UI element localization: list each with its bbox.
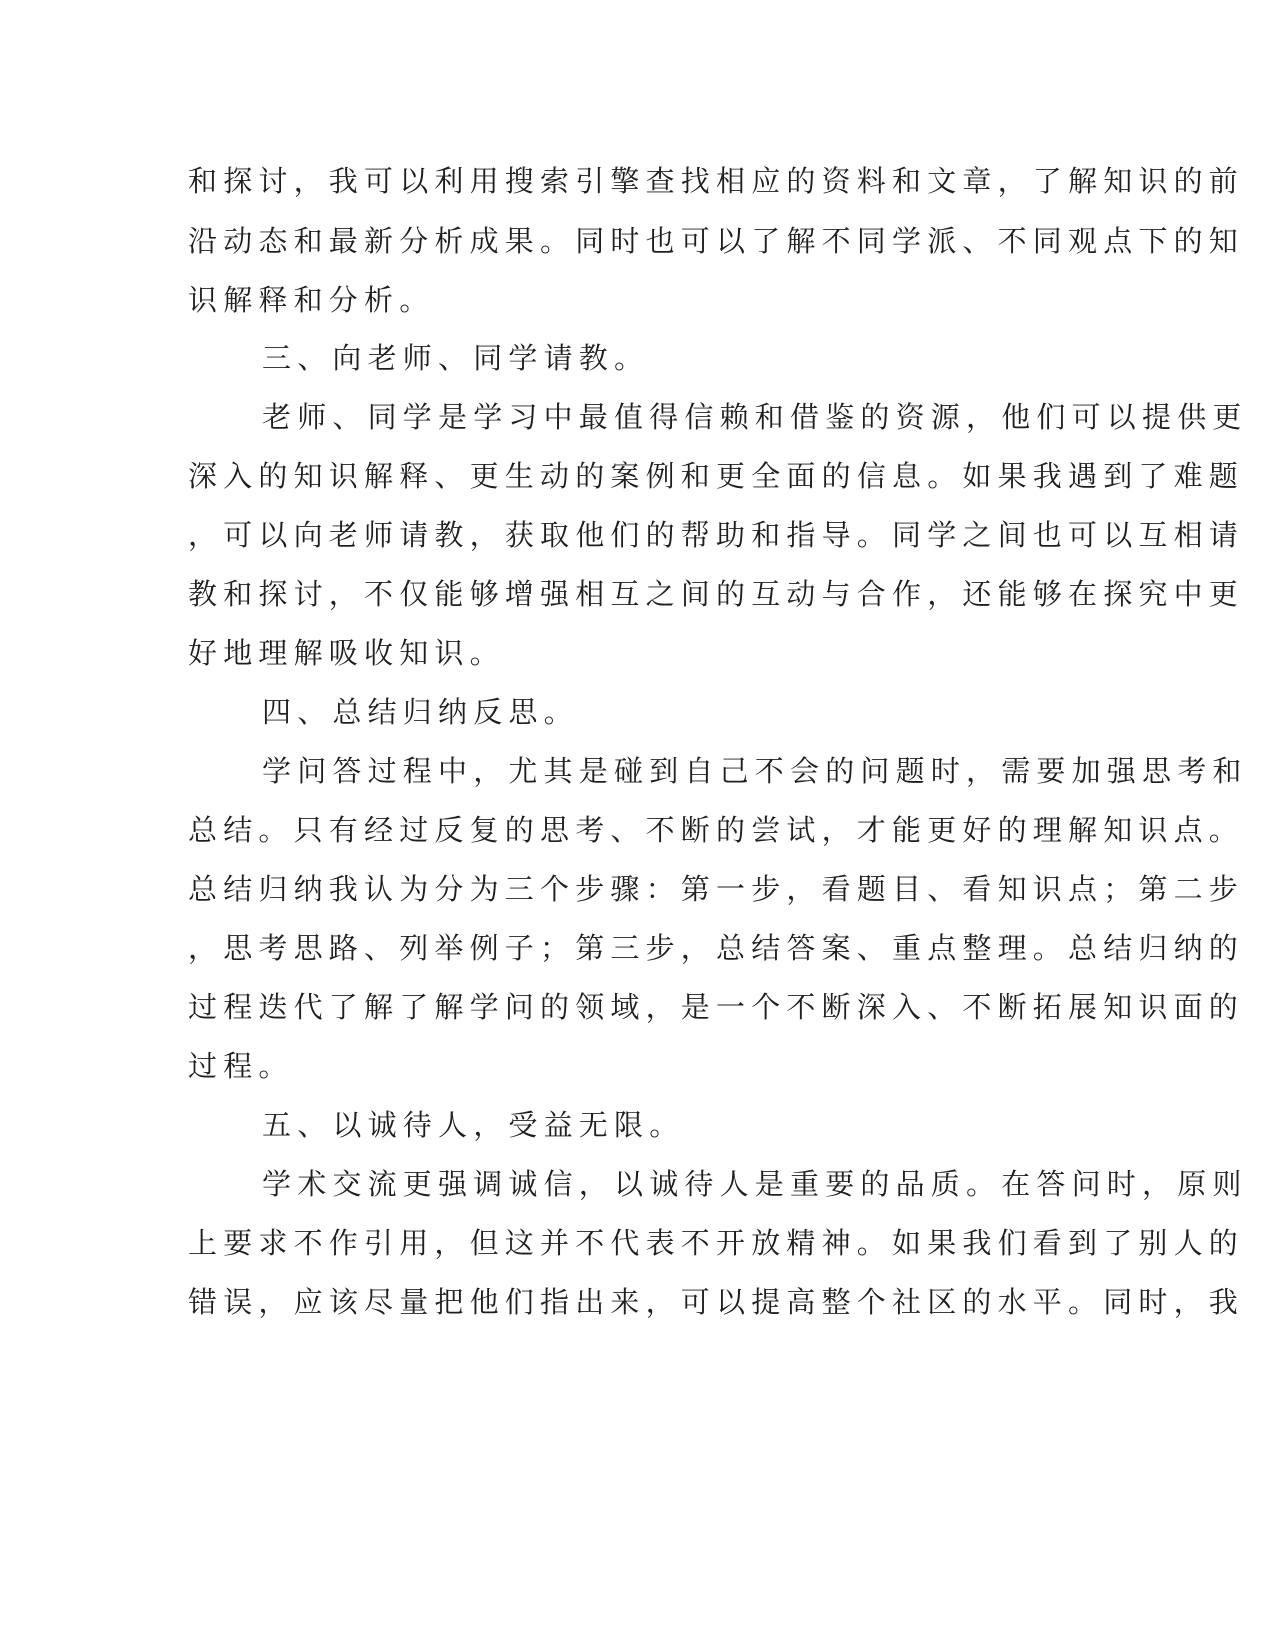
text-line: 沿动态和最新分析成果。同时也可以了解不同学派、不同观点下的知 [188, 224, 1245, 258]
section-heading-4: 四、总结归纳反思。 [262, 695, 579, 729]
text-line: 识解释和分析。 [188, 283, 435, 317]
text-line: ，可以向老师请教，获取他们的帮助和指导。同学之间也可以互相请 [188, 518, 1245, 552]
text-line: 过程。 [188, 1049, 294, 1083]
section-heading-3: 三、向老师、同学请教。 [262, 341, 650, 375]
text-line: 深入的知识解释、更生动的案例和更全面的信息。如果我遇到了难题 [188, 459, 1245, 493]
text-line: 老师、同学是学习中最值得信赖和借鉴的资源，他们可以提供更 [262, 400, 1248, 434]
text-line: 和探讨，我可以利用搜索引擎查找相应的资料和文章，了解知识的前 [188, 164, 1245, 198]
text-line: ，思考思路、列举例子；第三步，总结答案、重点整理。总结归纳的 [188, 931, 1245, 965]
text-line: 错误，应该尽量把他们指出来，可以提高整个社区的水平。同时，我 [188, 1285, 1245, 1319]
section-heading-5: 五、以诚待人，受益无限。 [262, 1108, 685, 1142]
text-line: 总结归纳我认为分为三个步骤：第一步，看题目、看知识点；第二步 [188, 872, 1245, 906]
text-line: 总结。只有经过反复的思考、不断的尝试，才能更好的理解知识点。 [188, 813, 1245, 847]
text-line: 教和探讨，不仅能够增强相互之间的互动与合作，还能够在探究中更 [188, 577, 1245, 611]
text-line: 学问答过程中，尤其是碰到自己不会的问题时，需要加强思考和 [262, 754, 1248, 788]
text-line: 上要求不作引用，但这并不代表不开放精神。如果我们看到了别人的 [188, 1226, 1245, 1260]
text-line: 学术交流更强调诚信，以诚待人是重要的品质。在答问时，原则 [262, 1167, 1248, 1201]
text-line: 好地理解吸收知识。 [188, 636, 505, 670]
text-line: 过程迭代了解了解学问的领域，是一个不断深入、不断拓展知识面的 [188, 990, 1245, 1024]
